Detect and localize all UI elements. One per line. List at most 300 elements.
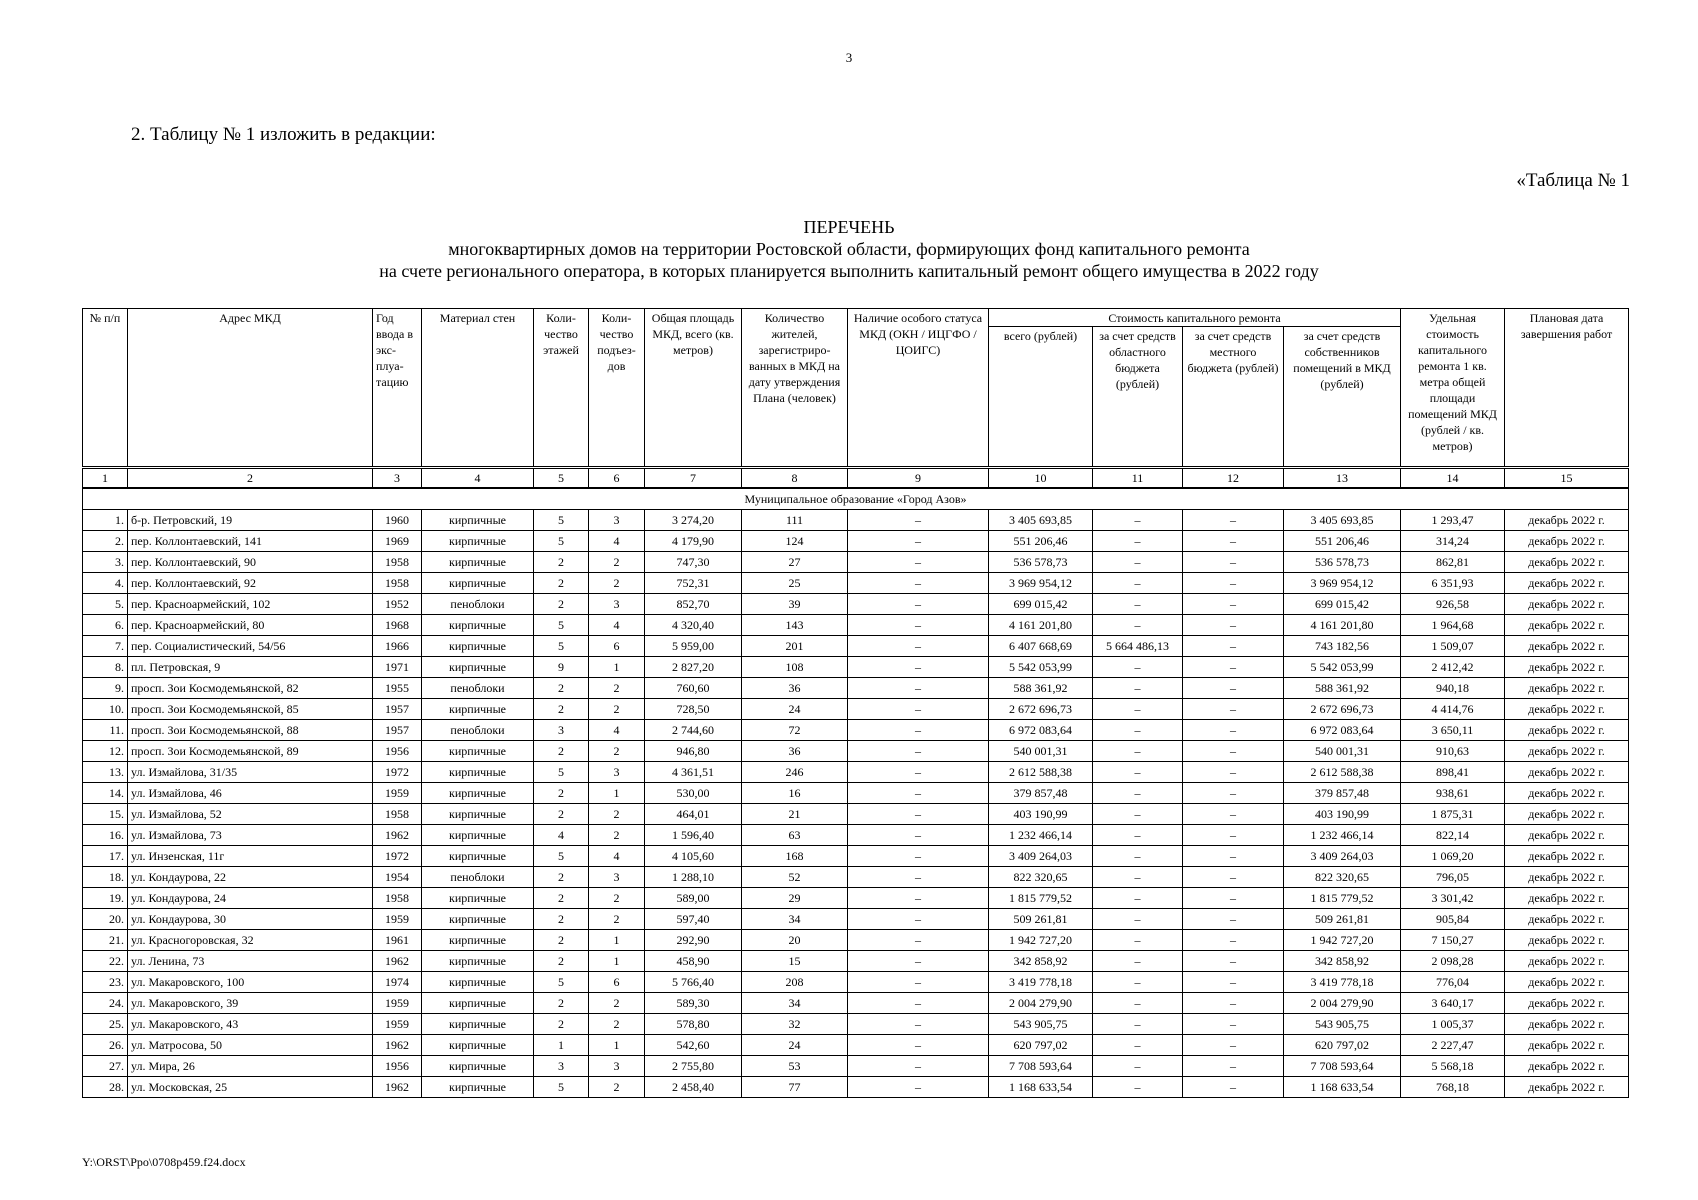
year-built-cell: 1962 — [373, 1077, 422, 1098]
unit-cost-cell: 1 509,07 — [1401, 636, 1505, 657]
column-number-cell: 6 — [589, 468, 645, 489]
cost-local-cell: – — [1183, 909, 1284, 930]
cost-total-cell: 588 361,92 — [989, 678, 1093, 699]
row-number-cell: 4. — [83, 573, 128, 594]
total-area-cell: 4 361,51 — [645, 762, 742, 783]
floors-cell: 3 — [534, 1056, 589, 1077]
row-number-cell: 16. — [83, 825, 128, 846]
floors-cell: 2 — [534, 804, 589, 825]
header-cost-regional: за счет средств областного бюджета (рублей) — [1093, 327, 1183, 468]
entrances-cell: 2 — [589, 573, 645, 594]
total-area-cell: 458,90 — [645, 951, 742, 972]
special-status-cell: – — [848, 615, 989, 636]
special-status-cell: – — [848, 552, 989, 573]
wall-material-cell: кирпичные — [422, 510, 534, 531]
floors-cell: 2 — [534, 993, 589, 1014]
cost-owners-cell: 551 206,46 — [1284, 531, 1401, 552]
table-row — [83, 720, 1629, 741]
cost-local-cell: – — [1183, 720, 1284, 741]
wall-material-cell: кирпичные — [422, 846, 534, 867]
residents-cell: 77 — [742, 1077, 848, 1098]
entrances-cell: 3 — [589, 762, 645, 783]
heading-subtitle-line1: многоквартирных домов на территории Ростовской области, формирующих фонд капитального ремонта — [448, 239, 1250, 259]
cost-regional-cell: – — [1093, 699, 1183, 720]
row-number-cell: 15. — [83, 804, 128, 825]
entrances-cell: 4 — [589, 531, 645, 552]
row-number-cell: 13. — [83, 762, 128, 783]
year-built-cell: 1957 — [373, 720, 422, 741]
residents-cell: 29 — [742, 888, 848, 909]
cost-local-cell: – — [1183, 615, 1284, 636]
cost-local-cell: – — [1183, 741, 1284, 762]
unit-cost-cell: 1 964,68 — [1401, 615, 1505, 636]
wall-material-cell: кирпичные — [422, 993, 534, 1014]
cost-total-cell: 7 708 593,64 — [989, 1056, 1093, 1077]
column-number-cell: 3 — [373, 468, 422, 489]
address-cell: просп. Зои Космодемьянской, 88 — [128, 720, 373, 741]
column-number-cell: 1 — [83, 468, 128, 489]
year-built-cell: 1960 — [373, 510, 422, 531]
special-status-cell: – — [848, 909, 989, 930]
row-number-cell: 27. — [83, 1056, 128, 1077]
completion-date-cell: декабрь 2022 г. — [1505, 762, 1629, 783]
address-cell: пер. Коллонтаевский, 90 — [128, 552, 373, 573]
wall-material-cell: пеноблоки — [422, 678, 534, 699]
cost-regional-cell: – — [1093, 1077, 1183, 1098]
unit-cost-cell: 938,61 — [1401, 783, 1505, 804]
wall-material-cell: кирпичные — [422, 699, 534, 720]
column-number-row — [83, 468, 1629, 489]
total-area-cell: 4 179,90 — [645, 531, 742, 552]
total-area-cell: 292,90 — [645, 930, 742, 951]
entrances-cell: 2 — [589, 552, 645, 573]
floors-cell: 5 — [534, 972, 589, 993]
cost-regional-cell: – — [1093, 531, 1183, 552]
cost-owners-cell: 536 578,73 — [1284, 552, 1401, 573]
residents-cell: 72 — [742, 720, 848, 741]
unit-cost-cell: 905,84 — [1401, 909, 1505, 930]
year-built-cell: 1959 — [373, 993, 422, 1014]
completion-date-cell: декабрь 2022 г. — [1505, 1014, 1629, 1035]
cost-owners-cell: 3 409 264,03 — [1284, 846, 1401, 867]
residents-cell: 27 — [742, 552, 848, 573]
floors-cell: 3 — [534, 720, 589, 741]
cost-total-cell: 822 320,65 — [989, 867, 1093, 888]
residents-cell: 24 — [742, 1035, 848, 1056]
total-area-cell: 1 288,10 — [645, 867, 742, 888]
wall-material-cell: кирпичные — [422, 783, 534, 804]
cost-owners-cell: 540 001,31 — [1284, 741, 1401, 762]
total-area-cell: 1 596,40 — [645, 825, 742, 846]
floors-cell: 1 — [534, 1035, 589, 1056]
cost-regional-cell: – — [1093, 720, 1183, 741]
year-built-cell: 1955 — [373, 678, 422, 699]
unit-cost-cell: 7 150,27 — [1401, 930, 1505, 951]
residents-cell: 36 — [742, 678, 848, 699]
residents-cell: 246 — [742, 762, 848, 783]
table-row — [83, 531, 1629, 552]
column-number-cell: 13 — [1284, 468, 1401, 489]
unit-cost-cell: 796,05 — [1401, 867, 1505, 888]
unit-cost-cell: 4 414,76 — [1401, 699, 1505, 720]
special-status-cell: – — [848, 510, 989, 531]
table-row — [83, 804, 1629, 825]
cost-local-cell: – — [1183, 1014, 1284, 1035]
column-number-cell: 5 — [534, 468, 589, 489]
unit-cost-cell: 1 069,20 — [1401, 846, 1505, 867]
special-status-cell: – — [848, 720, 989, 741]
address-cell: ул. Инзенская, 11г — [128, 846, 373, 867]
wall-material-cell: пеноблоки — [422, 720, 534, 741]
header-unit-cost: Удельная стоимость капитального ремонта 1 кв. метра общей площади помещений МКД (рублей / кв. метров) — [1401, 309, 1505, 468]
completion-date-cell: декабрь 2022 г. — [1505, 1056, 1629, 1077]
completion-date-cell: декабрь 2022 г. — [1505, 720, 1629, 741]
address-cell: пер. Коллонтаевский, 141 — [128, 531, 373, 552]
column-number-cell: 12 — [1183, 468, 1284, 489]
column-number-cell: 7 — [645, 468, 742, 489]
wall-material-cell: кирпичные — [422, 531, 534, 552]
total-area-cell: 946,80 — [645, 741, 742, 762]
residents-cell: 63 — [742, 825, 848, 846]
unit-cost-cell: 898,41 — [1401, 762, 1505, 783]
cost-regional-cell: – — [1093, 741, 1183, 762]
floors-cell: 9 — [534, 657, 589, 678]
table-row — [83, 783, 1629, 804]
total-area-cell: 2 755,80 — [645, 1056, 742, 1077]
cost-local-cell: – — [1183, 804, 1284, 825]
table-row — [83, 1056, 1629, 1077]
completion-date-cell: декабрь 2022 г. — [1505, 804, 1629, 825]
unit-cost-cell: 2 412,42 — [1401, 657, 1505, 678]
cost-regional-cell: – — [1093, 1014, 1183, 1035]
header-completion-date: Плановая дата завершения работ — [1505, 309, 1629, 468]
header-cost-total: всего (рублей) — [989, 327, 1093, 468]
unit-cost-cell: 1 005,37 — [1401, 1014, 1505, 1035]
special-status-cell: – — [848, 531, 989, 552]
cost-local-cell: – — [1183, 867, 1284, 888]
cost-regional-cell: 5 664 486,13 — [1093, 636, 1183, 657]
row-number-cell: 25. — [83, 1014, 128, 1035]
unit-cost-cell: 3 640,17 — [1401, 993, 1505, 1014]
wall-material-cell: кирпичные — [422, 909, 534, 930]
floors-cell: 4 — [534, 825, 589, 846]
cost-total-cell: 342 858,92 — [989, 951, 1093, 972]
completion-date-cell: декабрь 2022 г. — [1505, 741, 1629, 762]
cost-owners-cell: 2 612 588,38 — [1284, 762, 1401, 783]
year-built-cell: 1962 — [373, 1035, 422, 1056]
column-number-cell: 2 — [128, 468, 373, 489]
wall-material-cell: кирпичные — [422, 972, 534, 993]
year-built-cell: 1952 — [373, 594, 422, 615]
completion-date-cell: декабрь 2022 г. — [1505, 678, 1629, 699]
cost-owners-cell: 2 004 279,90 — [1284, 993, 1401, 1014]
wall-material-cell: кирпичные — [422, 636, 534, 657]
special-status-cell: – — [848, 1077, 989, 1098]
residents-cell: 168 — [742, 846, 848, 867]
completion-date-cell: декабрь 2022 г. — [1505, 867, 1629, 888]
cost-local-cell: – — [1183, 972, 1284, 993]
cost-owners-cell: 3 405 693,85 — [1284, 510, 1401, 531]
row-number-cell: 20. — [83, 909, 128, 930]
wall-material-cell: кирпичные — [422, 888, 534, 909]
special-status-cell: – — [848, 762, 989, 783]
cost-total-cell: 6 407 668,69 — [989, 636, 1093, 657]
unit-cost-cell: 768,18 — [1401, 1077, 1505, 1098]
wall-material-cell: кирпичные — [422, 657, 534, 678]
header-special-status: Наличие особого статуса МКД (ОКН / ИЦГФО / ЦОИГС) — [848, 309, 989, 468]
floors-cell: 5 — [534, 531, 589, 552]
table-row — [83, 909, 1629, 930]
special-status-cell: – — [848, 951, 989, 972]
address-cell: пер. Социалистический, 54/56 — [128, 636, 373, 657]
cost-total-cell: 1 815 779,52 — [989, 888, 1093, 909]
cost-regional-cell: – — [1093, 552, 1183, 573]
wall-material-cell: кирпичные — [422, 1014, 534, 1035]
cost-local-cell: – — [1183, 993, 1284, 1014]
residents-cell: 16 — [742, 783, 848, 804]
year-built-cell: 1969 — [373, 531, 422, 552]
cost-regional-cell: – — [1093, 930, 1183, 951]
row-number-cell: 7. — [83, 636, 128, 657]
cost-local-cell: – — [1183, 594, 1284, 615]
floors-cell: 2 — [534, 741, 589, 762]
cost-regional-cell: – — [1093, 1056, 1183, 1077]
cost-owners-cell: 588 361,92 — [1284, 678, 1401, 699]
cost-total-cell: 403 190,99 — [989, 804, 1093, 825]
completion-date-cell: декабрь 2022 г. — [1505, 951, 1629, 972]
cost-local-cell: – — [1183, 573, 1284, 594]
residents-cell: 21 — [742, 804, 848, 825]
wall-material-cell: кирпичные — [422, 804, 534, 825]
row-number-cell: 12. — [83, 741, 128, 762]
wall-material-cell: кирпичные — [422, 1077, 534, 1098]
cost-local-cell: – — [1183, 657, 1284, 678]
row-number-cell: 14. — [83, 783, 128, 804]
cost-total-cell: 509 261,81 — [989, 909, 1093, 930]
cost-regional-cell: – — [1093, 888, 1183, 909]
column-number-cell: 14 — [1401, 468, 1505, 489]
cost-regional-cell: – — [1093, 993, 1183, 1014]
total-area-cell: 589,30 — [645, 993, 742, 1014]
completion-date-cell: декабрь 2022 г. — [1505, 615, 1629, 636]
unit-cost-cell: 314,24 — [1401, 531, 1505, 552]
cost-regional-cell: – — [1093, 867, 1183, 888]
completion-date-cell: декабрь 2022 г. — [1505, 594, 1629, 615]
special-status-cell: – — [848, 783, 989, 804]
special-status-cell: – — [848, 1035, 989, 1056]
unit-cost-cell: 940,18 — [1401, 678, 1505, 699]
wall-material-cell: кирпичные — [422, 951, 534, 972]
address-cell: ул. Измайлова, 52 — [128, 804, 373, 825]
completion-date-cell: декабрь 2022 г. — [1505, 699, 1629, 720]
unit-cost-cell: 776,04 — [1401, 972, 1505, 993]
total-area-cell: 752,31 — [645, 573, 742, 594]
table-row — [83, 1035, 1629, 1056]
cost-owners-cell: 4 161 201,80 — [1284, 615, 1401, 636]
completion-date-cell: декабрь 2022 г. — [1505, 825, 1629, 846]
entrances-cell: 1 — [589, 951, 645, 972]
cost-local-cell: – — [1183, 951, 1284, 972]
residents-cell: 25 — [742, 573, 848, 594]
row-number-cell: 11. — [83, 720, 128, 741]
year-built-cell: 1958 — [373, 804, 422, 825]
floors-cell: 5 — [534, 1077, 589, 1098]
cost-local-cell: – — [1183, 930, 1284, 951]
cost-total-cell: 379 857,48 — [989, 783, 1093, 804]
cost-local-cell: – — [1183, 699, 1284, 720]
residents-cell: 34 — [742, 909, 848, 930]
completion-date-cell: декабрь 2022 г. — [1505, 846, 1629, 867]
header-floors: Количество этажей — [534, 309, 589, 468]
table-row — [83, 1014, 1629, 1035]
total-area-cell: 2 744,60 — [645, 720, 742, 741]
table-row — [83, 657, 1629, 678]
year-built-cell: 1974 — [373, 972, 422, 993]
cost-total-cell: 3 409 264,03 — [989, 846, 1093, 867]
entrances-cell: 4 — [589, 846, 645, 867]
wall-material-cell: кирпичные — [422, 741, 534, 762]
row-number-cell: 6. — [83, 615, 128, 636]
entrances-cell: 2 — [589, 804, 645, 825]
year-built-cell: 1954 — [373, 867, 422, 888]
table-row — [83, 762, 1629, 783]
cost-regional-cell: – — [1093, 825, 1183, 846]
row-number-cell: 23. — [83, 972, 128, 993]
cost-owners-cell: 743 182,56 — [1284, 636, 1401, 657]
address-cell: ул. Кондаурова, 24 — [128, 888, 373, 909]
cost-regional-cell: – — [1093, 972, 1183, 993]
address-cell: пер. Коллонтаевский, 92 — [128, 573, 373, 594]
entrances-cell: 4 — [589, 720, 645, 741]
cost-owners-cell: 3 969 954,12 — [1284, 573, 1401, 594]
cost-total-cell: 3 969 954,12 — [989, 573, 1093, 594]
total-area-cell: 542,60 — [645, 1035, 742, 1056]
completion-date-cell: декабрь 2022 г. — [1505, 657, 1629, 678]
cost-owners-cell: 403 190,99 — [1284, 804, 1401, 825]
header-year: Год ввода в эксплуатацию — [373, 309, 422, 468]
special-status-cell: – — [848, 699, 989, 720]
cost-total-cell: 2 612 588,38 — [989, 762, 1093, 783]
entrances-cell: 2 — [589, 825, 645, 846]
cost-regional-cell: – — [1093, 510, 1183, 531]
entrances-cell: 1 — [589, 783, 645, 804]
cost-regional-cell: – — [1093, 678, 1183, 699]
wall-material-cell: кирпичные — [422, 615, 534, 636]
cost-owners-cell: 5 542 053,99 — [1284, 657, 1401, 678]
cost-regional-cell: – — [1093, 594, 1183, 615]
table-row — [83, 1077, 1629, 1098]
column-number-cell: 9 — [848, 468, 989, 489]
column-number-cell: 10 — [989, 468, 1093, 489]
floors-cell: 2 — [534, 699, 589, 720]
table-label: «Таблица № 1 — [1516, 170, 1630, 191]
unit-cost-cell: 926,58 — [1401, 594, 1505, 615]
cost-local-cell: – — [1183, 1077, 1284, 1098]
document-heading — [0, 216, 1698, 282]
entrances-cell: 3 — [589, 594, 645, 615]
cost-total-cell: 1 168 633,54 — [989, 1077, 1093, 1098]
cost-total-cell: 536 578,73 — [989, 552, 1093, 573]
residents-cell: 108 — [742, 657, 848, 678]
special-status-cell: – — [848, 1056, 989, 1077]
entrances-cell: 2 — [589, 1077, 645, 1098]
header-residents: Количество жителей, зарегистрированных в МКД на дату утверждения Плана (человек) — [742, 309, 848, 468]
floors-cell: 5 — [534, 510, 589, 531]
address-cell: ул. Измайлова, 46 — [128, 783, 373, 804]
completion-date-cell: декабрь 2022 г. — [1505, 888, 1629, 909]
total-area-cell: 5 959,00 — [645, 636, 742, 657]
address-cell: пл. Петровская, 9 — [128, 657, 373, 678]
cost-local-cell: – — [1183, 762, 1284, 783]
entrances-cell: 1 — [589, 930, 645, 951]
completion-date-cell: декабрь 2022 г. — [1505, 783, 1629, 804]
special-status-cell: – — [848, 993, 989, 1014]
cost-total-cell: 2 672 696,73 — [989, 699, 1093, 720]
table-row — [83, 636, 1629, 657]
entrances-cell: 2 — [589, 678, 645, 699]
address-cell: ул. Измайлова, 31/35 — [128, 762, 373, 783]
address-cell: ул. Макаровского, 43 — [128, 1014, 373, 1035]
cost-regional-cell: – — [1093, 909, 1183, 930]
total-area-cell: 4 320,40 — [645, 615, 742, 636]
floors-cell: 5 — [534, 615, 589, 636]
residents-cell: 52 — [742, 867, 848, 888]
cost-regional-cell: – — [1093, 783, 1183, 804]
cost-owners-cell: 7 708 593,64 — [1284, 1056, 1401, 1077]
table-row — [83, 930, 1629, 951]
completion-date-cell: декабрь 2022 г. — [1505, 909, 1629, 930]
floors-cell: 5 — [534, 846, 589, 867]
completion-date-cell: декабрь 2022 г. — [1505, 510, 1629, 531]
special-status-cell: – — [848, 804, 989, 825]
cost-total-cell: 543 905,75 — [989, 1014, 1093, 1035]
address-cell: пер. Красноармейский, 102 — [128, 594, 373, 615]
intro-text: 2. Таблицу № 1 изложить в редакции: — [131, 124, 436, 145]
address-cell: ул. Кондаурова, 30 — [128, 909, 373, 930]
cost-local-cell: – — [1183, 636, 1284, 657]
column-number-cell: 8 — [742, 468, 848, 489]
floors-cell: 2 — [534, 552, 589, 573]
table-header-row — [83, 309, 1629, 327]
address-cell: ул. Мира, 26 — [128, 1056, 373, 1077]
cost-local-cell: – — [1183, 1056, 1284, 1077]
wall-material-cell: кирпичные — [422, 762, 534, 783]
table-row — [83, 825, 1629, 846]
completion-date-cell: декабрь 2022 г. — [1505, 531, 1629, 552]
header-area: Общая площадь МКД, всего (кв. метров) — [645, 309, 742, 468]
entrances-cell: 2 — [589, 909, 645, 930]
table-row — [83, 741, 1629, 762]
year-built-cell: 1958 — [373, 552, 422, 573]
table-row — [83, 552, 1629, 573]
table-row — [83, 846, 1629, 867]
residents-cell: 36 — [742, 741, 848, 762]
cost-total-cell: 1 942 727,20 — [989, 930, 1093, 951]
floors-cell: 2 — [534, 594, 589, 615]
cost-local-cell: – — [1183, 1035, 1284, 1056]
cost-total-cell: 620 797,02 — [989, 1035, 1093, 1056]
table-row — [83, 867, 1629, 888]
wall-material-cell: пеноблоки — [422, 594, 534, 615]
residents-cell: 201 — [742, 636, 848, 657]
cost-owners-cell: 509 261,81 — [1284, 909, 1401, 930]
entrances-cell: 3 — [589, 510, 645, 531]
total-area-cell: 589,00 — [645, 888, 742, 909]
heading-subtitle-line2: на счете регионального оператора, в которых планируется выполнить капитальный ремонт общего имущества в 2022 году — [379, 261, 1319, 281]
cost-regional-cell: – — [1093, 846, 1183, 867]
address-cell: пер. Красноармейский, 80 — [128, 615, 373, 636]
entrances-cell: 2 — [589, 699, 645, 720]
